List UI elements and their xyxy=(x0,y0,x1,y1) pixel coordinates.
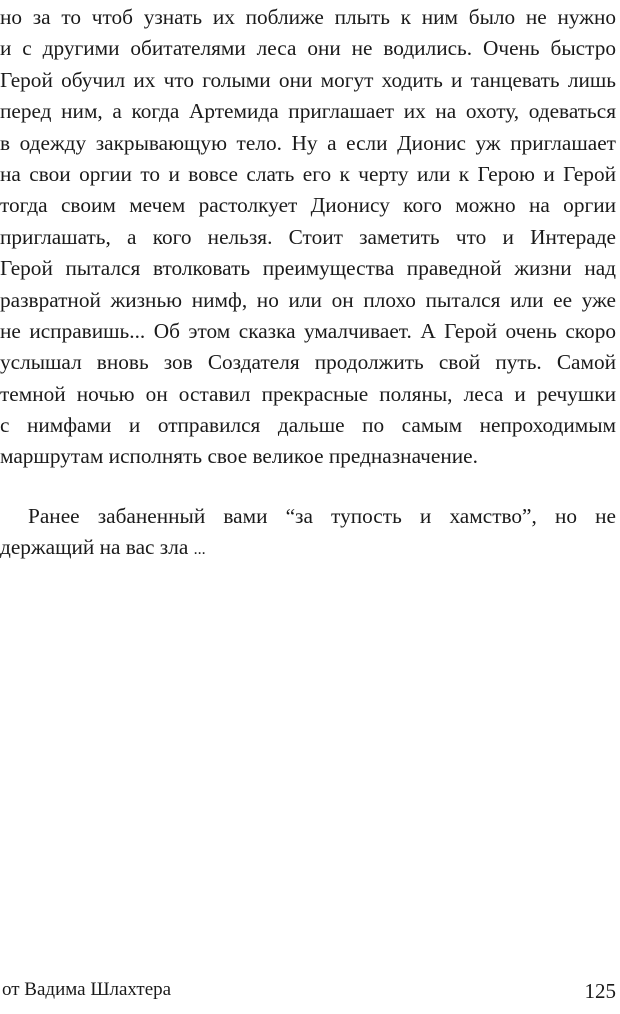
body-text xyxy=(0,2,616,564)
running-footer-author: от Вадима Шлахтера xyxy=(2,979,172,1000)
text-line: приглашать, а кого нельзя. Стоит заметить что и Интераде xyxy=(0,224,616,249)
paragraph-gap xyxy=(0,473,616,501)
paragraph-1 xyxy=(0,2,616,473)
text-line: маршрутам исполнять свое великое предназначение. xyxy=(0,444,478,469)
text-line: развратной жизнью нимф, но или он плохо пытался или ее уже xyxy=(0,287,616,312)
text-line: Герой пытался втолковать преимущества праведной жизни над xyxy=(0,256,616,281)
text-line: Ранее забаненный вами “за тупость и хамство”, но не xyxy=(28,503,616,528)
text-line: но за то чтоб узнать их поближе плыть к ним было не нужно xyxy=(0,5,616,29)
text-line: услышал вновь зов Создателя продолжить свой путь. Самой xyxy=(0,350,616,375)
text-line: Герой обучил их что голыми они могут ходить и танцевать лишь xyxy=(0,67,616,92)
text-line: с нимфами и отправился дальше по самым непроходимым xyxy=(0,413,616,438)
text-line xyxy=(0,532,616,563)
text-line: темной ночью он оставил прекрасные поляны, леса и речушки xyxy=(0,381,616,406)
text-line-content: держащий на вас зла xyxy=(0,535,189,560)
page-number: 125 xyxy=(584,979,616,1003)
text-line: на свои оргии то и вовсе слать его к черту или к Герою и Герой xyxy=(0,161,616,186)
text-line: в одежду закрывающую тело. Ну а если Дионис уж приглашает xyxy=(0,130,616,155)
text-line: не исправишь... Об этом сказка умалчивает. А Герой очень скоро xyxy=(0,318,616,343)
text-line: перед ним, а когда Артемида приглашает их на охоту, одеваться xyxy=(0,99,616,124)
ellipsis: ... xyxy=(193,541,206,559)
paragraph-2 xyxy=(0,501,616,564)
text-line: и с другими обитателями леса они не водились. Очень быстро xyxy=(0,36,616,61)
text-line: тогда своим мечем растолкует Дионису кого можно на оргии xyxy=(0,193,616,218)
